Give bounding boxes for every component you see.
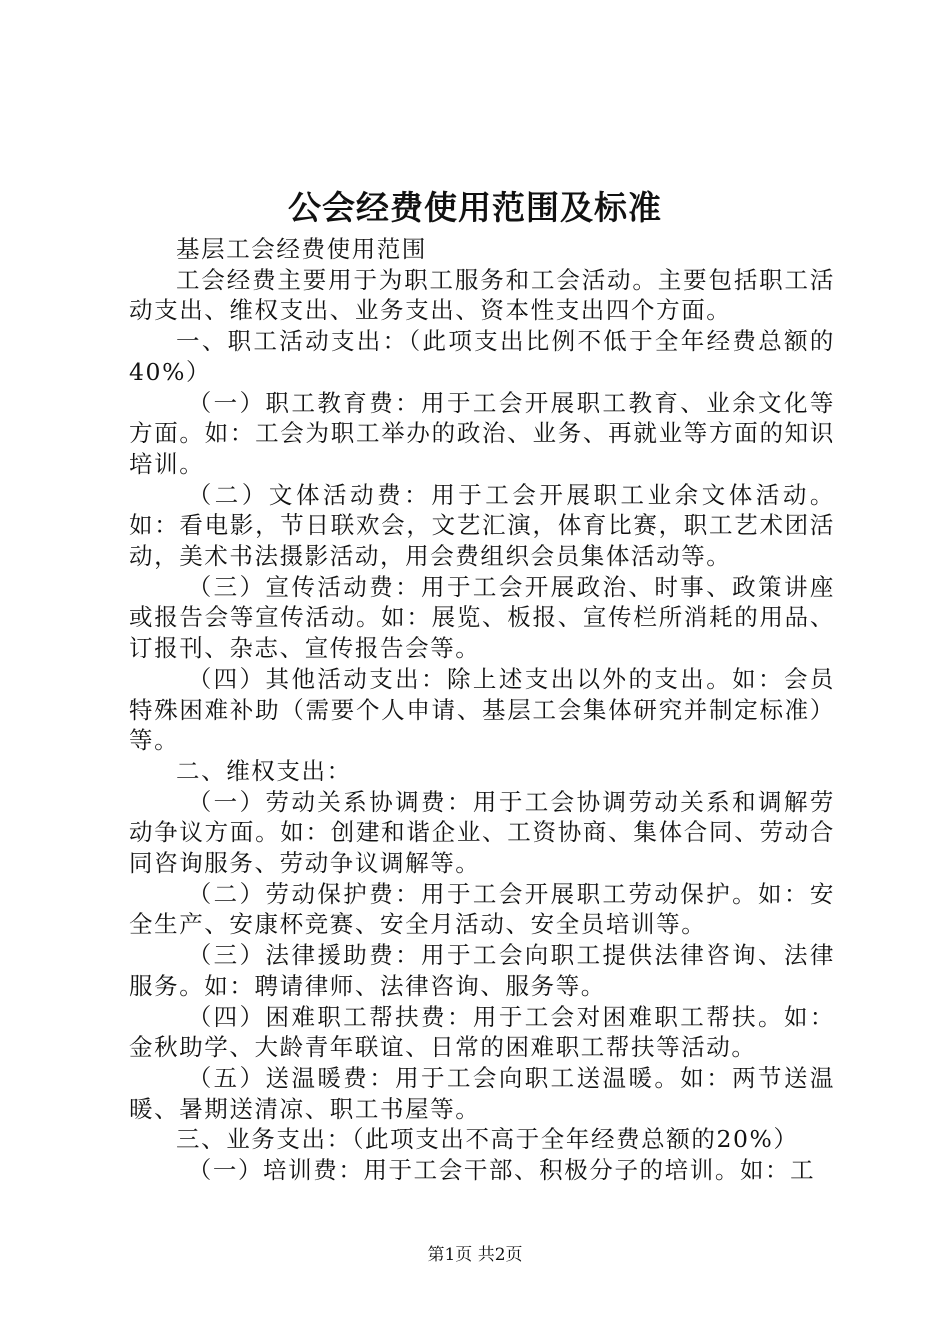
paragraph: 基层工会经费使用范围 (176, 235, 427, 263)
paragraph: 二、维权支出： (176, 756, 352, 785)
paragraph: （二）文体活动费：用于工会开展职工业余文体活动。如：看电影，节日联欢会，文艺汇演，体育比赛，职工艺术团活动，美术书法摄影活动，用会费组织会员集体活动等。 (129, 480, 835, 571)
paragraph: （四）其他活动支出：除上述支出以外的支出。如：会员特殊困难补助（需要个人申请、基层工会集体研究并制定标准）等。 (129, 664, 835, 755)
paragraph: 工会经费主要用于为职工服务和工会活动。主要包括职工活动支出、维权支出、业务支出、资本性支出四个方面。 (129, 265, 835, 325)
paragraph: （三）宣传活动费：用于工会开展政治、时事、政策讲座或报告会等宣传活动。如：展览、板报、宣传栏所消耗的用品、订报刊、杂志、宣传报告会等。 (129, 572, 835, 663)
paragraph: 一、职工活动支出：（此项支出比例不低于全年经费总额的40%） (129, 327, 835, 386)
paragraph: 三、业务支出：（此项支出不高于全年经费总额的20%） (176, 1125, 799, 1154)
document-title: 公会经费使用范围及标准 (288, 188, 662, 227)
document-body (129, 234, 835, 1186)
paragraph: （五）送温暖费：用于工会向职工送温暖。如：两节送温暖、暑期送清凉、职工书屋等。 (129, 1063, 835, 1123)
paragraph: （一）职工教育费：用于工会开展职工教育、业余文化等方面。如：工会为职工举办的政治、业务、再就业等方面的知识培训。 (129, 388, 835, 478)
paragraph: （一）培训费：用于工会干部、积极分子的培训。如：工 (187, 1156, 816, 1185)
paragraph: （二）劳动保护费：用于工会开展职工劳动保护。如：安全生产、安康杯竞赛、安全月活动、安全员培训等。 (129, 879, 835, 939)
paragraph: （一）劳动关系协调费：用于工会协调劳动关系和调解劳动争议方面。如：创建和谐企业、工资协商、集体合同、劳动合同咨询服务、劳动争议调解等。 (129, 787, 835, 878)
paragraph: （四）困难职工帮扶费：用于工会对困难职工帮扶。如：金秋助学、大龄青年联谊、日常的困难职工帮扶等活动。 (129, 1002, 835, 1062)
page-footer: 第1页 共2页 (427, 1245, 523, 1265)
paragraph: （三）法律援助费：用于工会向职工提供法律咨询、法律服务。如：聘请律师、法律咨询、服务等。 (129, 941, 835, 1000)
